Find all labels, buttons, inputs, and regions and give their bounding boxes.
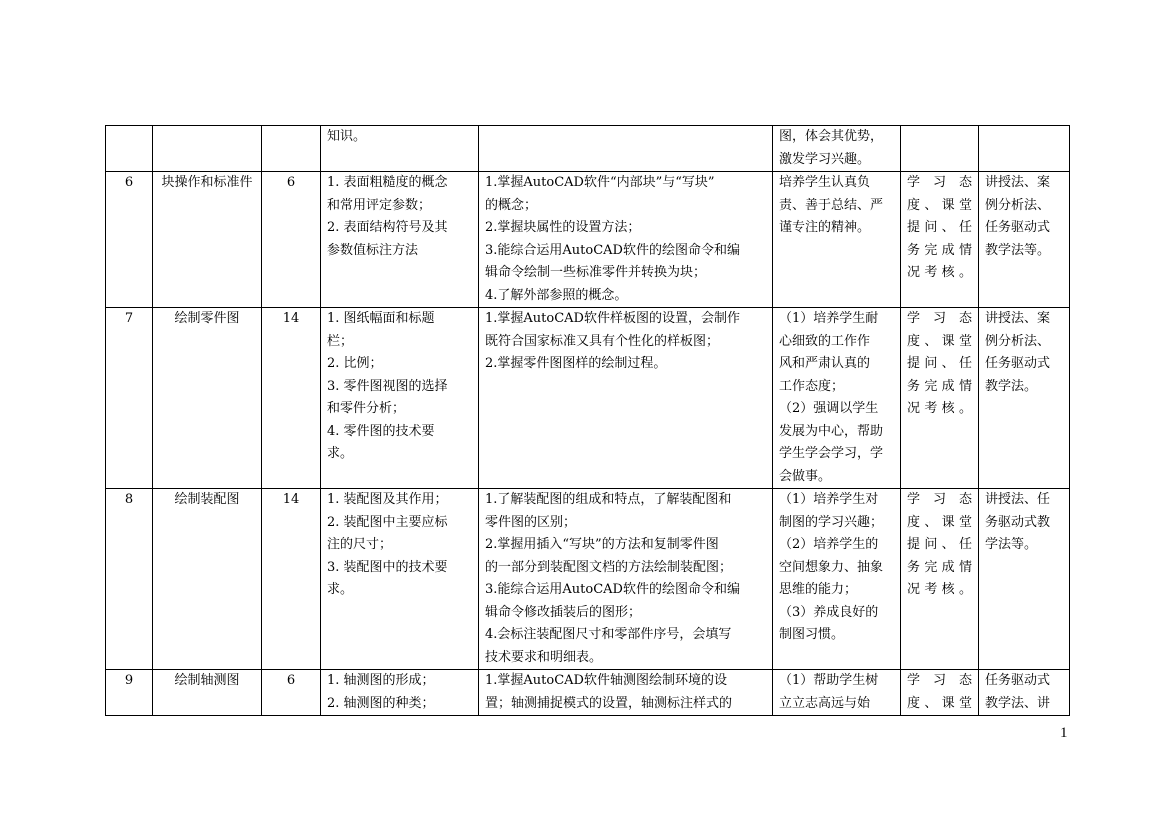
cell-line: 提问、任 bbox=[907, 356, 972, 371]
cell-line: 1. 装配图及其作用； bbox=[327, 492, 448, 507]
cell-line: 1.掌握AutoCAD软件“内部块”与“写块” bbox=[485, 175, 715, 190]
cell-line: 谨专注的精神。 bbox=[779, 220, 871, 235]
cell-requirements bbox=[479, 126, 773, 172]
cell-line: 1. 表面粗糙度的概念 bbox=[327, 175, 448, 190]
cell-no bbox=[106, 126, 153, 172]
cell-name: 块操作和标准件 bbox=[153, 172, 262, 308]
cell-line: 培养学生认真负 bbox=[779, 175, 871, 190]
cell-line: 制图习惯。 bbox=[779, 627, 845, 642]
cell-ideology bbox=[773, 489, 901, 670]
cell-line: 学生学会学习，学 bbox=[779, 446, 884, 461]
cell-no: 8 bbox=[106, 489, 153, 670]
page-number: 1 bbox=[1060, 725, 1068, 741]
table-row bbox=[106, 126, 1070, 172]
cell-line: 学法等。 bbox=[985, 537, 1038, 552]
cell-line: 求。 bbox=[327, 446, 354, 461]
cell-line: 1. 图纸幅面和标题 bbox=[327, 311, 435, 326]
cell-hours: 6 bbox=[262, 670, 321, 716]
cell-line: 况考核。 bbox=[907, 265, 972, 280]
cell-line: 况考核。 bbox=[907, 582, 972, 597]
table-row bbox=[106, 670, 1070, 716]
cell-line: 图，体会其优势， bbox=[779, 129, 884, 144]
cell-line: 教学法等。 bbox=[985, 242, 1051, 258]
cell-ideology bbox=[773, 126, 901, 172]
cell-line: 讲授法、案 bbox=[985, 175, 1051, 190]
cell-line: 教学法。 bbox=[985, 378, 1038, 394]
cell-line: 1.了解装配图的组成和特点，了解装配图和 bbox=[485, 492, 732, 507]
cell-assessment bbox=[901, 172, 979, 308]
cell-line: 提问、任 bbox=[907, 220, 972, 235]
cell-name: 绘制零件图 bbox=[153, 308, 262, 489]
cell-ideology bbox=[773, 172, 901, 308]
cell-line: 提问、任 bbox=[907, 537, 972, 552]
cell-line: 和零件分析； bbox=[327, 401, 406, 416]
cell-name bbox=[153, 126, 262, 172]
cell-line: 心细致的工作作 bbox=[779, 333, 871, 349]
cell-line: 况考核。 bbox=[907, 401, 972, 416]
cell-line: 务完成情 bbox=[907, 242, 972, 258]
cell-assessment bbox=[901, 670, 979, 716]
cell-requirements bbox=[479, 670, 773, 716]
cell-methods bbox=[979, 308, 1070, 489]
cell-line: 风和严肃认真的 bbox=[779, 356, 871, 371]
cell-assessment bbox=[901, 308, 979, 489]
cell-line: 教学法、讲 bbox=[985, 695, 1051, 711]
cell-content bbox=[321, 172, 479, 308]
cell-hours: 6 bbox=[262, 172, 321, 308]
cell-line: 例分析法、 bbox=[985, 197, 1051, 213]
table-row bbox=[106, 308, 1070, 489]
cell-line: 讲授法、任 bbox=[985, 492, 1051, 507]
cell-line: 务驱动式教 bbox=[985, 514, 1051, 530]
cell-line: 1.掌握AutoCAD软件轴测图绘制环境的设 bbox=[485, 673, 727, 688]
cell-line: 置；轴测捕捉模式的设置，轴测标注样式的 bbox=[485, 695, 733, 711]
cell-line: 2. 表面结构符号及其 bbox=[327, 220, 448, 235]
cell-assessment bbox=[901, 126, 979, 172]
cell-line: （1）培养学生对 bbox=[779, 492, 879, 507]
cell-line: 4. 零件图的技术要 bbox=[327, 423, 435, 439]
cell-no: 6 bbox=[106, 172, 153, 308]
cell-line: 和常用评定参数； bbox=[327, 197, 432, 213]
cell-hours: 14 bbox=[262, 489, 321, 670]
cell-content bbox=[321, 126, 479, 172]
cell-line: 3. 零件图视图的选择 bbox=[327, 378, 448, 394]
table-row bbox=[106, 172, 1070, 308]
cell-line: 会做事。 bbox=[779, 468, 832, 484]
cell-hours: 14 bbox=[262, 308, 321, 489]
cell-ideology bbox=[773, 670, 901, 716]
cell-line: 任务驱动式 bbox=[985, 356, 1051, 371]
cell-line: 务完成情 bbox=[907, 378, 972, 394]
cell-line: 的一部分到装配图文档的方法绘制装配图； bbox=[485, 559, 733, 575]
cell-line: （2）培养学生的 bbox=[779, 537, 879, 552]
cell-line: 空间想象力、抽象 bbox=[779, 559, 884, 575]
cell-assessment bbox=[901, 489, 979, 670]
cell-line: 3. 装配图中的技术要 bbox=[327, 559, 448, 575]
cell-line: 技术要求和明细表。 bbox=[485, 649, 603, 665]
cell-line: 度、课堂 bbox=[907, 695, 972, 711]
cell-requirements bbox=[479, 489, 773, 670]
cell-ideology bbox=[773, 308, 901, 489]
cell-line: 辑命令绘制一些标准零件并转换为块； bbox=[485, 265, 707, 280]
cell-line: 学 习 态 bbox=[907, 311, 972, 326]
cell-methods bbox=[979, 489, 1070, 670]
cell-line: 既符合国家标准又具有个性化的样板图； bbox=[485, 333, 720, 349]
cell-line: 度、课堂 bbox=[907, 197, 972, 213]
cell-line: 度、课堂 bbox=[907, 333, 972, 349]
cell-line: 思维的能力； bbox=[779, 582, 858, 597]
cell-line: 激发学习兴趣。 bbox=[779, 151, 871, 167]
cell-line: 工作态度； bbox=[779, 378, 845, 394]
cell-line: （1）帮助学生树 bbox=[779, 673, 879, 688]
cell-no: 7 bbox=[106, 308, 153, 489]
cell-line: 发展为中心，帮助 bbox=[779, 423, 884, 439]
table-row bbox=[106, 489, 1070, 670]
cell-requirements bbox=[479, 308, 773, 489]
cell-line: 任务驱动式 bbox=[985, 220, 1051, 235]
cell-line: 2. 装配图中主要应标 bbox=[327, 514, 448, 530]
cell-hours bbox=[262, 126, 321, 172]
cell-line: 立立志高远与始 bbox=[779, 695, 871, 711]
cell-line: （3）养成良好的 bbox=[779, 604, 879, 620]
cell-name: 绘制轴测图 bbox=[153, 670, 262, 716]
cell-line: 4.会标注装配图尺寸和零部件序号，会填写 bbox=[485, 627, 732, 642]
cell-line: 例分析法、 bbox=[985, 333, 1051, 349]
cell-line: 度、课堂 bbox=[907, 514, 972, 530]
curriculum-table bbox=[105, 125, 1070, 716]
cell-methods bbox=[979, 172, 1070, 308]
cell-line: 1. 轴测图的形成； bbox=[327, 673, 435, 688]
cell-line: 知识。 bbox=[327, 129, 367, 144]
cell-line: 学 习 态 bbox=[907, 673, 972, 688]
cell-line: 任务驱动式 bbox=[985, 673, 1051, 688]
cell-methods bbox=[979, 126, 1070, 172]
cell-line: 栏； bbox=[327, 333, 354, 349]
cell-line: 学 习 态 bbox=[907, 492, 972, 507]
cell-line: 的概念； bbox=[485, 197, 538, 213]
cell-line: 求。 bbox=[327, 582, 354, 597]
cell-line: 零件图的区别； bbox=[485, 514, 577, 530]
cell-line: （2）强调以学生 bbox=[779, 401, 879, 416]
cell-line: 务完成情 bbox=[907, 559, 972, 575]
cell-content bbox=[321, 308, 479, 489]
cell-line: 2. 比例； bbox=[327, 356, 383, 371]
cell-content bbox=[321, 670, 479, 716]
cell-line: 制图的学习兴趣； bbox=[779, 514, 884, 530]
cell-content bbox=[321, 489, 479, 670]
cell-line: 辑命令修改插装后的图形； bbox=[485, 604, 642, 620]
cell-line: 2. 轴测图的种类； bbox=[327, 695, 435, 711]
cell-line: 注的尺寸； bbox=[327, 537, 393, 552]
cell-methods bbox=[979, 670, 1070, 716]
cell-line: 学 习 态 bbox=[907, 175, 972, 190]
cell-line: 参数值标注方法 bbox=[327, 242, 419, 258]
cell-no: 9 bbox=[106, 670, 153, 716]
cell-line: 2.掌握块属性的设置方法； bbox=[485, 220, 641, 235]
cell-name: 绘制装配图 bbox=[153, 489, 262, 670]
cell-line: 3.能综合运用AutoCAD软件的绘图命令和编 bbox=[485, 582, 740, 597]
cell-line: （1）培养学生耐 bbox=[779, 311, 879, 326]
cell-line: 4.了解外部参照的概念。 bbox=[485, 287, 628, 303]
cell-line: 讲授法、案 bbox=[985, 311, 1051, 326]
cell-line: 责、善于总结、严 bbox=[779, 197, 884, 213]
cell-line: 2.掌握用插入“写块”的方法和复制零件图 bbox=[485, 537, 719, 552]
cell-line: 1.掌握AutoCAD软件样板图的设置，会制作 bbox=[485, 311, 740, 326]
cell-line: 3.能综合运用AutoCAD软件的绘图命令和编 bbox=[485, 242, 740, 258]
cell-line: 2.掌握零件图图样的绘制过程。 bbox=[485, 356, 667, 371]
cell-requirements bbox=[479, 172, 773, 308]
